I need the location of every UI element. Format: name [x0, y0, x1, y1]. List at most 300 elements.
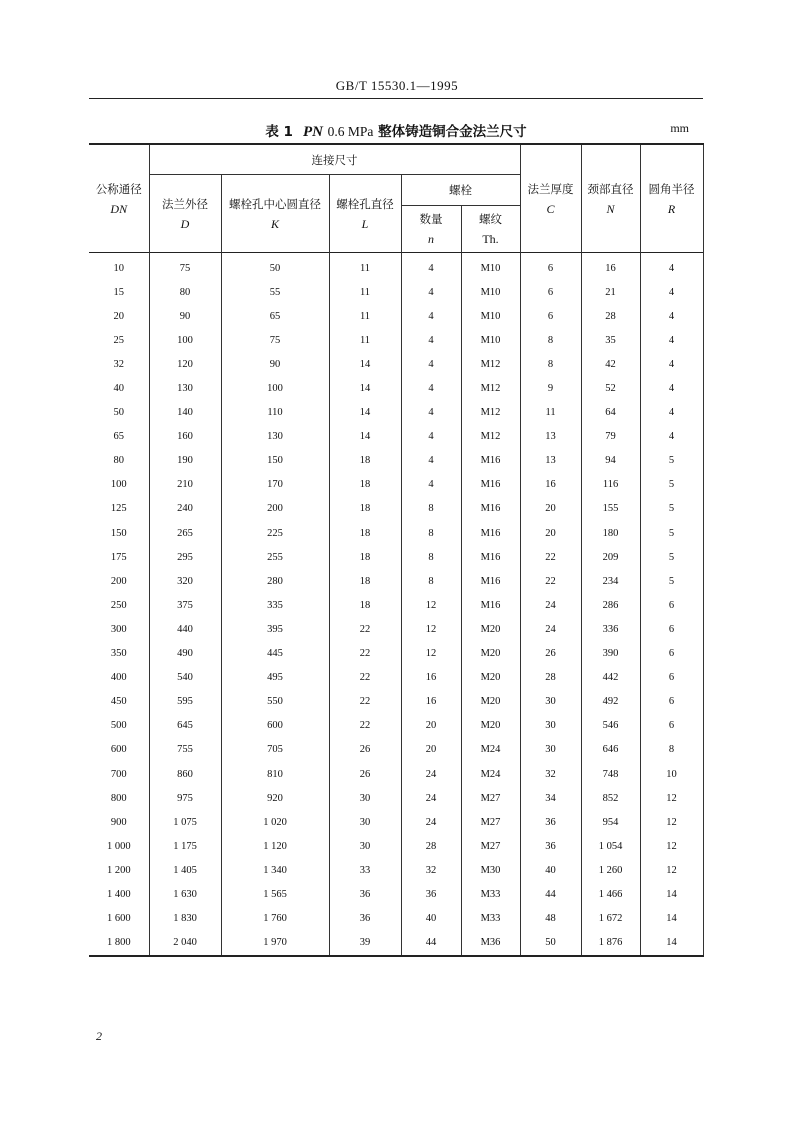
table-cell: 546	[581, 714, 640, 738]
table-cell: 16	[401, 666, 461, 690]
table-cell: 14	[640, 931, 703, 956]
table-row	[89, 931, 703, 956]
table-cell: 1 630	[149, 882, 221, 906]
table-cell: 30	[329, 834, 401, 858]
table-row	[89, 280, 703, 304]
d-label: 法兰外径	[162, 196, 208, 211]
table-cell: 4	[640, 376, 703, 400]
table-cell: 28	[401, 834, 461, 858]
table-row	[89, 473, 703, 497]
table-cell: 1 672	[581, 907, 640, 931]
table-cell: 8	[520, 328, 581, 352]
table-cell: 180	[581, 521, 640, 545]
r-symbol: R	[667, 201, 676, 216]
table-cell: M16	[461, 593, 520, 617]
table-cell: 1 830	[149, 907, 221, 931]
table-row	[89, 666, 703, 690]
table-cell: 80	[89, 449, 149, 473]
table-cell: 5	[640, 497, 703, 521]
table-cell: 954	[581, 810, 640, 834]
table-cell: 50	[221, 253, 329, 281]
table-cell: M16	[461, 473, 520, 497]
table-cell: 48	[520, 907, 581, 931]
table-cell: M20	[461, 642, 520, 666]
table-row	[89, 907, 703, 931]
col-n-neck-header	[581, 144, 640, 253]
table-cell: 52	[581, 376, 640, 400]
table-cell: 320	[149, 569, 221, 593]
table-cell: 75	[221, 328, 329, 352]
table-label: 表 1	[265, 124, 293, 140]
table-cell: M24	[461, 762, 520, 786]
table-cell: 1 340	[221, 858, 329, 882]
table-cell: 18	[329, 569, 401, 593]
table-cell: 600	[221, 714, 329, 738]
table-cell: 6	[520, 280, 581, 304]
table-cell: M10	[461, 280, 520, 304]
n-symbol: n	[428, 232, 434, 246]
table-cell: M12	[461, 352, 520, 376]
table-cell: 130	[221, 425, 329, 449]
table-cell: 1 120	[221, 834, 329, 858]
table-cell: 12	[401, 617, 461, 641]
dn-symbol: DN	[110, 201, 128, 216]
table-cell: 44	[401, 931, 461, 956]
table-cell: 26	[520, 642, 581, 666]
table-cell: 20	[520, 497, 581, 521]
table-cell: 5	[640, 545, 703, 569]
table-cell: 4	[401, 425, 461, 449]
table-cell: 12	[401, 593, 461, 617]
table-title-text: 整体铸造铜合金法兰尺寸	[378, 124, 527, 140]
table-row	[89, 352, 703, 376]
table-body	[89, 253, 703, 956]
table-cell: 550	[221, 690, 329, 714]
table-cell: 4	[640, 304, 703, 328]
table-cell: 1 565	[221, 882, 329, 906]
table-row	[89, 786, 703, 810]
table-cell: 860	[149, 762, 221, 786]
table-row	[89, 642, 703, 666]
table-cell: 18	[329, 545, 401, 569]
table-cell: M12	[461, 376, 520, 400]
table-cell: 280	[221, 569, 329, 593]
table-cell: 300	[89, 617, 149, 641]
table-cell: 12	[640, 810, 703, 834]
table-cell: 1 200	[89, 858, 149, 882]
table-cell: M36	[461, 931, 520, 956]
standard-number: GB/T 15530.1—1995	[335, 78, 459, 93]
table-cell: 40	[520, 858, 581, 882]
c-label: 法兰厚度	[527, 181, 574, 196]
table-cell: 100	[221, 376, 329, 400]
table-cell: 265	[149, 521, 221, 545]
table-cell: 22	[520, 545, 581, 569]
table-cell: 36	[520, 810, 581, 834]
table-cell: 30	[329, 786, 401, 810]
table-row	[89, 545, 703, 569]
document-header	[0, 78, 794, 94]
table-cell: 1 400	[89, 882, 149, 906]
table-cell: 490	[149, 642, 221, 666]
table-cell: 130	[149, 376, 221, 400]
n-label: 数量	[419, 212, 443, 226]
table-cell: 55	[221, 280, 329, 304]
table-cell: 150	[221, 449, 329, 473]
table-cell: 810	[221, 762, 329, 786]
table-row	[89, 690, 703, 714]
table-cell: 225	[221, 521, 329, 545]
table-cell: 35	[581, 328, 640, 352]
table-cell: 140	[149, 401, 221, 425]
table-cell: 12	[640, 786, 703, 810]
table-cell: M16	[461, 497, 520, 521]
table-cell: 1 405	[149, 858, 221, 882]
table-row	[89, 521, 703, 545]
table-cell: 50	[520, 931, 581, 956]
table-cell: 6	[640, 690, 703, 714]
table-cell: 390	[581, 642, 640, 666]
table-cell: 286	[581, 593, 640, 617]
table-cell: 8	[401, 569, 461, 593]
table-cell: 350	[89, 642, 149, 666]
table-cell: 24	[520, 617, 581, 641]
table-cell: 120	[149, 352, 221, 376]
table-cell: 4	[640, 328, 703, 352]
table-cell: 20	[401, 714, 461, 738]
table-cell: 65	[221, 304, 329, 328]
table-cell: 28	[581, 304, 640, 328]
table-cell: 8	[401, 497, 461, 521]
table-cell: 800	[89, 786, 149, 810]
table-cell: 79	[581, 425, 640, 449]
table-cell: 920	[221, 786, 329, 810]
table-cell: 18	[329, 521, 401, 545]
table-cell: 1 876	[581, 931, 640, 956]
table-cell: 16	[581, 253, 640, 281]
table-cell: 170	[221, 473, 329, 497]
table-cell: 26	[329, 762, 401, 786]
table-cell: 100	[149, 328, 221, 352]
table-cell: 36	[520, 834, 581, 858]
table-cell: 4	[401, 376, 461, 400]
table-cell: 6	[520, 253, 581, 281]
table-cell: 4	[640, 352, 703, 376]
table-cell: 11	[520, 401, 581, 425]
table-cell: 12	[401, 642, 461, 666]
table-cell: 11	[329, 328, 401, 352]
table-cell: 5	[640, 521, 703, 545]
table-cell: 42	[581, 352, 640, 376]
table-cell: 295	[149, 545, 221, 569]
table-cell: 22	[329, 690, 401, 714]
table-cell: 5	[640, 569, 703, 593]
table-cell: 755	[149, 738, 221, 762]
table-cell: M12	[461, 425, 520, 449]
table-cell: 150	[89, 521, 149, 545]
table-cell: 32	[401, 858, 461, 882]
table-cell: 21	[581, 280, 640, 304]
table-cell: 11	[329, 253, 401, 281]
table-cell: 30	[520, 690, 581, 714]
table-cell: 32	[520, 762, 581, 786]
table-cell: 25	[89, 328, 149, 352]
d-symbol: D	[180, 216, 190, 231]
table-cell: 1 466	[581, 882, 640, 906]
table-row	[89, 328, 703, 352]
table-cell: 1 000	[89, 834, 149, 858]
table-cell: 22	[329, 617, 401, 641]
table-cell: 11	[329, 304, 401, 328]
table-cell: 34	[520, 786, 581, 810]
table-cell: M27	[461, 810, 520, 834]
bolt-group-header: 螺栓	[401, 175, 520, 206]
table-cell: 234	[581, 569, 640, 593]
table-cell: 90	[149, 304, 221, 328]
table-cell: M24	[461, 738, 520, 762]
table-title	[89, 120, 703, 141]
table-cell: 24	[520, 593, 581, 617]
pn-symbol: PN	[302, 124, 323, 140]
table-cell: 12	[640, 834, 703, 858]
table-cell: 1 020	[221, 810, 329, 834]
table-cell: 705	[221, 738, 329, 762]
table-cell: 36	[401, 882, 461, 906]
l-symbol: L	[361, 216, 369, 231]
page-number: 2	[96, 1029, 102, 1043]
table-cell: 440	[149, 617, 221, 641]
table-cell: M33	[461, 882, 520, 906]
table-row	[89, 810, 703, 834]
table-cell: 595	[149, 690, 221, 714]
col-dn-header	[89, 144, 149, 253]
table-cell: 4	[640, 280, 703, 304]
table-head	[89, 144, 703, 253]
table-cell: 10	[640, 762, 703, 786]
table-cell: 1 600	[89, 907, 149, 931]
table-cell: 30	[520, 738, 581, 762]
table-cell: 14	[329, 425, 401, 449]
table-cell: 250	[89, 593, 149, 617]
table-row	[89, 497, 703, 521]
table-row	[89, 762, 703, 786]
table-cell: 65	[89, 425, 149, 449]
table-cell: 20	[401, 738, 461, 762]
table-cell: 336	[581, 617, 640, 641]
table-cell: M16	[461, 569, 520, 593]
table-cell: M16	[461, 449, 520, 473]
th-symbol: Th.	[482, 232, 499, 246]
table-cell: 155	[581, 497, 640, 521]
th-label: 螺纹	[479, 212, 503, 226]
table-cell: 240	[149, 497, 221, 521]
table-cell: 6	[640, 617, 703, 641]
table-cell: 13	[520, 449, 581, 473]
dn-label: 公称通径	[95, 181, 142, 196]
table-cell: 1 075	[149, 810, 221, 834]
table-cell: 24	[401, 810, 461, 834]
table-cell: 14	[329, 376, 401, 400]
table-cell: 12	[640, 858, 703, 882]
table-row	[89, 617, 703, 641]
table-cell: 14	[329, 401, 401, 425]
connection-group-header: 连接尺寸	[149, 144, 520, 175]
table-cell: M33	[461, 907, 520, 931]
table-cell: 22	[329, 714, 401, 738]
table-cell: 64	[581, 401, 640, 425]
table-caption	[89, 120, 703, 140]
col-l-header	[329, 175, 401, 253]
table-cell: 14	[640, 882, 703, 906]
table-cell: 20	[520, 521, 581, 545]
table-cell: 209	[581, 545, 640, 569]
table-row	[89, 858, 703, 882]
table-cell: 1 260	[581, 858, 640, 882]
table-cell: 22	[329, 666, 401, 690]
table-cell: 4	[640, 425, 703, 449]
table-cell: 16	[520, 473, 581, 497]
table-cell: 22	[520, 569, 581, 593]
col-n-count-header	[401, 206, 461, 253]
l-label: 螺栓孔直径	[336, 196, 394, 211]
k-label: 螺栓孔中心圆直径	[229, 196, 321, 211]
table-row	[89, 834, 703, 858]
table-cell: M10	[461, 328, 520, 352]
table-cell: 4	[401, 253, 461, 281]
table-cell: 18	[329, 593, 401, 617]
table-cell: 540	[149, 666, 221, 690]
table-cell: 22	[329, 642, 401, 666]
table-cell: 44	[520, 882, 581, 906]
table-cell: 395	[221, 617, 329, 641]
table-cell: 492	[581, 690, 640, 714]
table-cell: M30	[461, 858, 520, 882]
table-cell: 400	[89, 666, 149, 690]
table-cell: 700	[89, 762, 149, 786]
c-symbol: C	[546, 201, 555, 216]
table-cell: 6	[640, 642, 703, 666]
table-cell: 900	[89, 810, 149, 834]
table-cell: 24	[401, 762, 461, 786]
col-c-header	[520, 144, 581, 253]
table-cell: 210	[149, 473, 221, 497]
table-cell: 8	[401, 545, 461, 569]
table-row	[89, 304, 703, 328]
table-cell: 445	[221, 642, 329, 666]
table-cell: M20	[461, 666, 520, 690]
table-cell: 6	[520, 304, 581, 328]
table-cell: 190	[149, 449, 221, 473]
table-cell: 375	[149, 593, 221, 617]
table-cell: 8	[520, 352, 581, 376]
table-cell: 36	[329, 907, 401, 931]
table-cell: 1 054	[581, 834, 640, 858]
table-cell: 28	[520, 666, 581, 690]
table-row	[89, 401, 703, 425]
table-cell: 32	[89, 352, 149, 376]
table-cell: 852	[581, 786, 640, 810]
table-row	[89, 738, 703, 762]
table-row	[89, 449, 703, 473]
table-cell: 600	[89, 738, 149, 762]
header-rule	[89, 98, 703, 99]
table-cell: 255	[221, 545, 329, 569]
table-cell: 33	[329, 858, 401, 882]
nn-symbol: N	[606, 201, 615, 216]
table-cell: 5	[640, 449, 703, 473]
table-cell: 6	[640, 714, 703, 738]
table-cell: 6	[640, 666, 703, 690]
pressure-value: 0.6 MPa	[327, 124, 374, 139]
table-cell: 450	[89, 690, 149, 714]
table-cell: 6	[640, 593, 703, 617]
table-cell: 40	[401, 907, 461, 931]
table-cell: 116	[581, 473, 640, 497]
table-cell: 30	[520, 714, 581, 738]
table-cell: 8	[401, 521, 461, 545]
table-cell: 1 175	[149, 834, 221, 858]
table-cell: 100	[89, 473, 149, 497]
nn-label: 颈部直径	[587, 181, 634, 196]
table-cell: 975	[149, 786, 221, 810]
table-cell: M20	[461, 690, 520, 714]
table-cell: 16	[401, 690, 461, 714]
table-cell: 748	[581, 762, 640, 786]
table-cell: 645	[149, 714, 221, 738]
table-cell: 1 760	[221, 907, 329, 931]
table-cell: 160	[149, 425, 221, 449]
table-cell: 90	[221, 352, 329, 376]
col-th-header	[461, 206, 520, 253]
table-cell: M10	[461, 253, 520, 281]
table-cell: 4	[640, 401, 703, 425]
k-symbol: K	[270, 216, 279, 231]
table-cell: M27	[461, 834, 520, 858]
table-cell: M20	[461, 617, 520, 641]
table-cell: 50	[89, 401, 149, 425]
table-cell: 75	[149, 253, 221, 281]
table-cell: 39	[329, 931, 401, 956]
table-cell: 4	[401, 304, 461, 328]
table-cell: 500	[89, 714, 149, 738]
table-cell: 1 800	[89, 931, 149, 956]
table-cell: 125	[89, 497, 149, 521]
table-cell: 4	[640, 253, 703, 281]
table-cell: 1 970	[221, 931, 329, 956]
table-cell: 36	[329, 882, 401, 906]
unit-label: mm	[670, 121, 689, 135]
table-cell: 18	[329, 473, 401, 497]
table-cell: 14	[329, 352, 401, 376]
table-cell: 5	[640, 473, 703, 497]
table-cell: 4	[401, 352, 461, 376]
col-k-header	[221, 175, 329, 253]
table-cell: 4	[401, 473, 461, 497]
table-cell: 30	[329, 810, 401, 834]
table-cell: M12	[461, 401, 520, 425]
table-cell: 8	[640, 738, 703, 762]
table-row	[89, 376, 703, 400]
table-cell: 110	[221, 401, 329, 425]
table-cell: 442	[581, 666, 640, 690]
table-row	[89, 882, 703, 906]
table-row	[89, 425, 703, 449]
table-cell: 4	[401, 401, 461, 425]
table-cell: 18	[329, 449, 401, 473]
table-cell: 200	[221, 497, 329, 521]
table-cell: 24	[401, 786, 461, 810]
col-d-header	[149, 175, 221, 253]
